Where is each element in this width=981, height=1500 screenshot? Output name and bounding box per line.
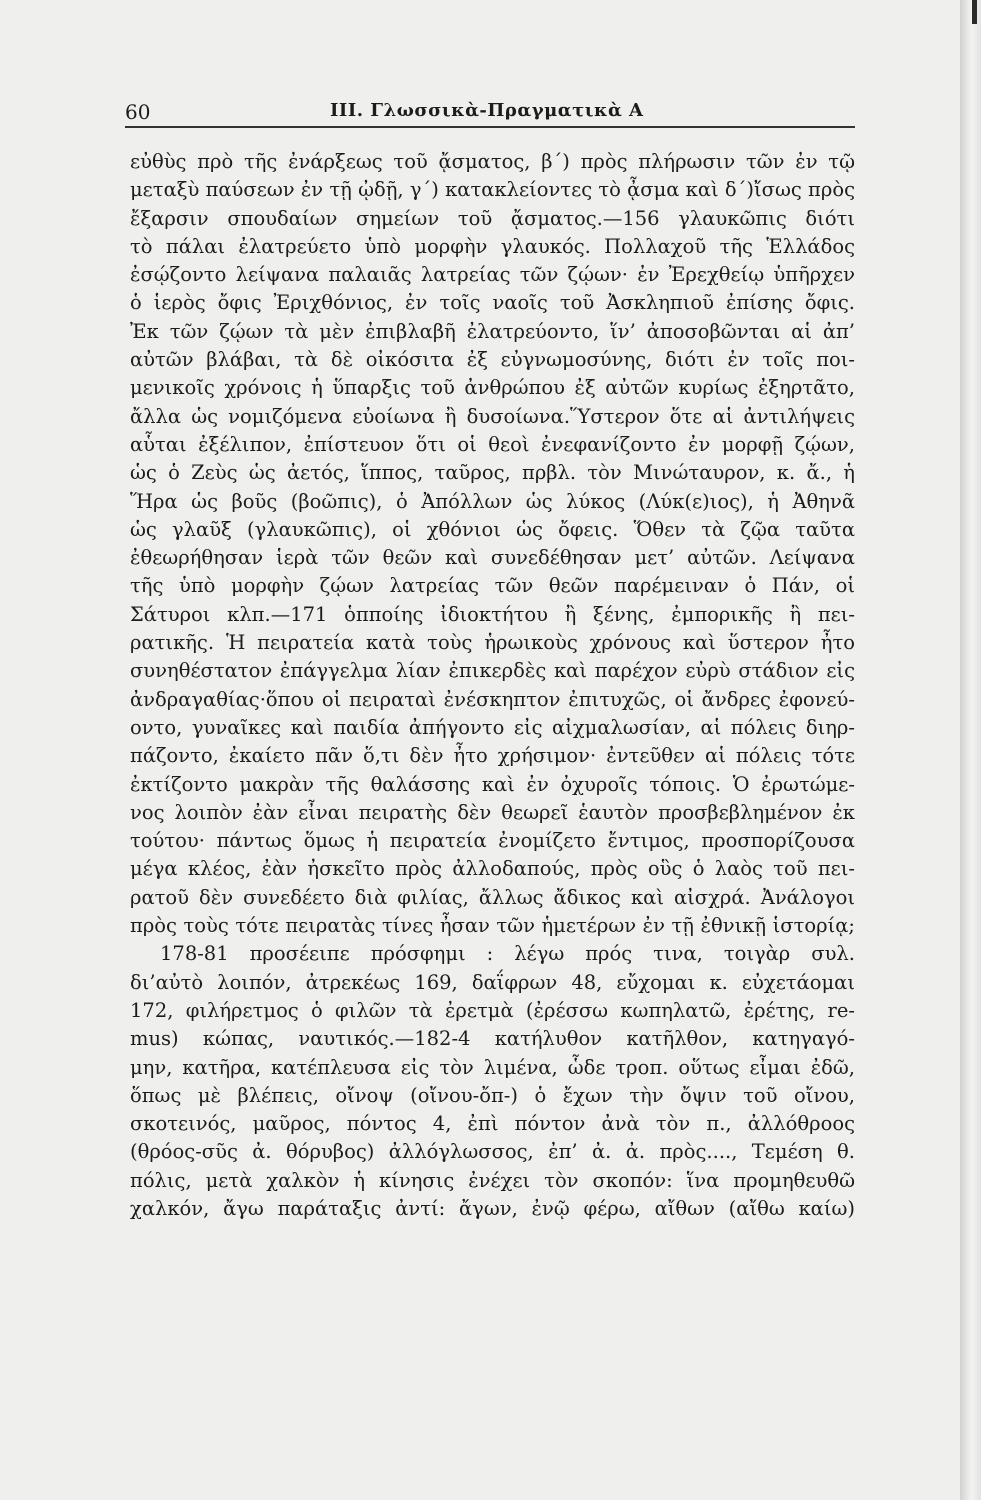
text-line: δι’αὐτὸ λοιπόν, ἀτρεκέως 169, δαΐφρων 48, εὔχομαι κ. εὐχετάομαι bbox=[130, 970, 855, 994]
text-line: μεταξὺ παύσεων ἐν τῇ ᾠδῇ, γ΄) κατακλείοντες τὸ ᾆσμα καὶ δ΄)ἴσως πρὸς bbox=[130, 178, 855, 202]
text-line: ἐκτίζοντο μακρὰν τῆς θαλάσσης καὶ ἐν ὀχυροῖς τόποις. Ὁ ἐρωτώμε- bbox=[130, 772, 855, 796]
text-line: πρὸς τοὺς τότε πειρατὰς τίνες ἦσαν τῶν ἡμετέρων ἐν τῇ ἐθνικῇ ἱστορίᾳ; bbox=[130, 914, 855, 938]
text-line: οντο, γυναῖκες καὶ παιδία ἀπήγοντο εἰς αἰχμαλωσίαν, αἱ πόλεις διηρ- bbox=[130, 715, 855, 739]
text-line: Ἐκ τῶν ζῴων τὰ μὲν ἐπιβλαβῆ ἐλατρεύοντο, ἵν’ ἀποσοβῶνται αἱ ἀπ’ bbox=[130, 319, 855, 343]
text-line: ἔξαρσιν σπουδαίων σημείων τοῦ ᾄσματος.—156 γλαυκῶπις διότι bbox=[130, 206, 855, 230]
text-line: τὸ πάλαι ἐλατρεύετο ὑπὸ μορφὴν γλαυκός. Πολλαχοῦ τῆς Ἑλλάδος bbox=[130, 234, 855, 258]
text-line: ὅπως μὲ βλέπεις, οἴνοψ (οἴνου-ὄπ-) ὁ ἔχων τὴν ὄψιν τοῦ οἴνου, bbox=[130, 1083, 855, 1107]
text-line: μέγα κλέος, ἐὰν ἠσκεῖτο πρὸς ἀλλοδαπούς, πρὸς οὓς ὁ λαὸς τοῦ πει- bbox=[130, 857, 855, 881]
text-line: αὗται ἐξέλιπον, ἐπίστευον ὅτι οἱ θεοὶ ἐνεφανίζοντο ἐν μορφῇ ζῴων, bbox=[130, 432, 855, 456]
text-line: πόλις, μετὰ χαλκὸν ἡ κίνησις ἐνέχει τὸν σκοπόν: ἵνα προμηθευθῶ bbox=[130, 1168, 855, 1192]
header-rule bbox=[125, 126, 855, 128]
text-line-paragraph-start: 178-81 προσέειπε πρόσφημι : λέγω πρός τινα, τοιγὰρ συλ. bbox=[160, 942, 855, 966]
text-line: τῆς ὑπὸ μορφὴν ζῴων λατρείας τῶν θεῶν παρέμειναν ὁ Πάν, οἱ bbox=[130, 574, 855, 598]
scan-mark bbox=[972, 0, 977, 24]
text-line: (θρόος-σῦς ἀ. θόρυβος) ἀλλόγλωσσος, ἐπ’ ἀ. ἀ. πρὸς...., Τεμέση θ. bbox=[130, 1140, 855, 1164]
text-line: ὡς γλαῦξ (γλαυκῶπις), οἱ χθόνιοι ὡς ὄφεις. Ὅθεν τὰ ζῷα ταῦτα bbox=[130, 517, 855, 541]
text-line: ἄλλα ὡς νομιζόμενα εὐοίωνα ἢ δυσοίωνα.Ὕστερον ὅτε αἱ ἀντιλήψεις bbox=[130, 404, 855, 428]
running-title: ΙΙΙ. Γλωσσικὰ-Πραγματικὰ Α bbox=[330, 100, 644, 121]
text-line: νος λοιπὸν ἐὰν εἶναι πειρατὴς δὲν θεωρεῖ ἑαυτὸν προσβεβλημένον ἐκ bbox=[130, 800, 855, 824]
text-line: Ἥρα ὡς βοῦς (βοῶπις), ὁ Ἀπόλλων ὡς λύκος (Λύκ(ε)ιος), ἡ Ἀθηνᾶ bbox=[130, 489, 855, 513]
text-line: μενικοῖς χρόνοις ἡ ὕπαρξις τοῦ ἀνθρώπου ἐξ αὐτῶν κυρίως ἐξηρτᾶτο, bbox=[130, 376, 855, 400]
text-line: ἐσῴζοντο λείψανα παλαιᾶς λατρείας τῶν ζῴων· ἐν Ἐρεχθείῳ ὑπῆρχεν bbox=[130, 263, 855, 287]
text-line: χαλκόν, ἄγω παράταξις ἀντί: ἄγων, ἐνῷ φέρω, αἴθων (αἴθω καίω) bbox=[130, 1196, 855, 1220]
text-line: ἀνδραγαθίας·ὅπου οἱ πειραταὶ ἐνέσκηπτον ἐπιτυχῶς, οἱ ἄνδρες ἐφονεύ- bbox=[130, 687, 855, 711]
text-line: μην, κατῆρα, κατέπλευσα εἰς τὸν λιμένα, ὧδε τροπ. οὕτως εἶμαι ἐδῶ, bbox=[130, 1055, 855, 1079]
text-line: mus) κώπας, ναυτικός.—182-4 κατήλυθον κατῆλθον, κατηγαγό- bbox=[130, 1027, 855, 1051]
page-edge bbox=[960, 0, 981, 1500]
text-line: εὐθὺς πρὸ τῆς ἐνάρξεως τοῦ ᾄσματος, β΄) πρὸς πλήρωσιν τῶν ἐν τῷ bbox=[130, 150, 855, 173]
page-number: 60 bbox=[125, 100, 151, 124]
text-line: πάζοντο, ἐκαίετο πᾶν ὅ,τι δὲν ἦτο χρήσιμον· ἐντεῦθεν αἱ πόλεις τότε bbox=[130, 744, 855, 768]
text-line: ὡς ὁ Ζεὺς ὡς ἀετός, ἵππος, ταῦρος, πρβλ. τὸν Μινώταυρον, κ. ἄ., ἡ bbox=[130, 461, 855, 485]
text-line: 172, φιλήρετμος ὁ φιλῶν τὰ ἐρετμὰ (ἐρέσσω κωπηλατῶ, ἐρέτης, re- bbox=[130, 998, 855, 1022]
text-line: ἐθεωρήθησαν ἱερὰ τῶν θεῶν καὶ συνεδέθησαν μετ’ αὐτῶν. Λείψανα bbox=[130, 546, 855, 570]
text-line: συνηθέστατον ἐπάγγελμα λίαν ἐπικερδὲς καὶ παρέχον εὐρὺ στάδιον εἰς bbox=[130, 659, 855, 683]
text-line: αὐτῶν βλάβαι, τὰ δὲ οἰκόσιτα ἐξ εὐγνωμοσύνης, διότι ἐν τοῖς ποι- bbox=[130, 348, 855, 372]
text-line: ὁ ἱερὸς ὄφις Ἐριχθόνιος, ἐν τοῖς ναοῖς τοῦ Ἀσκληπιοῦ ἐπίσης ὄφις. bbox=[130, 291, 855, 315]
text-line: ρατικῆς. Ἡ πειρατεία κατὰ τοὺς ἡρωικοὺς χρόνους καὶ ὕστερον ἦτο bbox=[130, 631, 855, 655]
text-line: ρατοῦ δὲν συνεδέετο διὰ φιλίας, ἄλλως ἄδικος καὶ αἰσχρά. Ἀνάλογοι bbox=[130, 885, 855, 909]
text-line: σκοτεινός, μαῦρος, πόντος 4, ἐπὶ πόντον ἀνὰ τὸν π., ἀλλόθροος bbox=[130, 1112, 855, 1136]
page-header bbox=[125, 98, 855, 126]
text-line: τούτου· πάντως ὅμως ἡ πειρατεία ἐνομίζετο ἔντιμος, προσπορίζουσα bbox=[130, 829, 855, 853]
commentary-text bbox=[130, 148, 855, 1223]
text-line: Σάτυροι κλπ.—171 ὁπποίης ἰδιοκτήτου ἢ ξένης, ἐμπορικῆς ἢ πει- bbox=[130, 602, 855, 626]
